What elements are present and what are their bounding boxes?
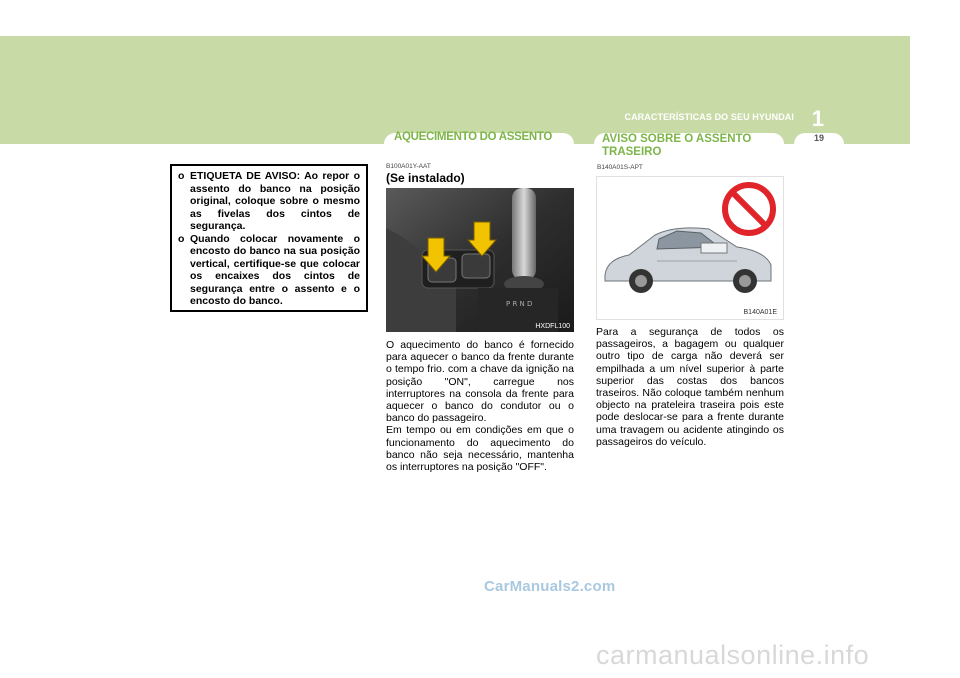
chapter-title: CARACTERÍSTICAS DO SEU HYUNDAI bbox=[624, 112, 794, 122]
rear-seat-paragraph: Para a segurança de todos os passageiros, a bagagem ou qualquer outro tipo de carga não deverá ser empilhada a um nível superior à parte superior das costas dos bancos traseiros. Não coloque também nenhum objecto na prateleira traseira pois este pode deslocar-se para a frente durante uma travagem ou acidente atingindo os passageiros do veículo. bbox=[596, 326, 784, 448]
warning-bullet: o bbox=[178, 170, 185, 182]
car-no-stacking-illustration bbox=[597, 177, 783, 319]
warning-bullet: o bbox=[178, 232, 185, 245]
warning-box bbox=[170, 164, 368, 312]
warning-item bbox=[178, 233, 360, 308]
tab-seat-heater-label: AQUECIMENTO DO ASSENTO bbox=[394, 131, 553, 143]
rear-seat-illustration bbox=[596, 176, 784, 320]
seat-heater-paragraph bbox=[386, 339, 574, 473]
rear-seat-code: B140A01S-APT bbox=[597, 164, 643, 171]
warning-text: ETIQUETA DE AVISO: Ao repor o assento do banco na posição original, coloque sobre o mesmo as fivelas dos cintos de segurança. bbox=[190, 170, 360, 232]
seat-heater-photo bbox=[386, 188, 574, 332]
svg-text:P R N D: P R N D bbox=[506, 300, 533, 308]
header-band bbox=[0, 36, 910, 144]
seat-heater-code: B100A01Y-AAT bbox=[386, 163, 431, 170]
chapter-number: 1 bbox=[811, 106, 824, 131]
seat-heater-subheading: (Se instalado) bbox=[386, 171, 465, 185]
seat-heater-paragraph-1: O aquecimento do banco é fornecido para aquecer o banco da frente durante o tempo frio. com a chave da ignição na posição "ON", carregue nos interruptores na consola da frente para aquecer o banco do condutor ou o banco do passageiro. bbox=[386, 339, 574, 425]
seat-heater-photo-label: HXDFL100 bbox=[535, 323, 570, 330]
page-number: 19 bbox=[794, 133, 844, 144]
console-switches-illustration bbox=[386, 188, 574, 332]
warning-item bbox=[178, 170, 360, 233]
rear-seat-image-label: B140A01E bbox=[743, 309, 777, 316]
tab-rear-seat-warning-label: AVISO SOBRE O ASSENTO TRASEIRO bbox=[602, 133, 752, 158]
watermark-carmanualsonline: carmanualsonline.info bbox=[596, 640, 870, 670]
seat-heater-paragraph-2: Em tempo ou em condições em que o funcionamento do aquecimento do banco não seja necessário, mantenha os interruptores na posição "OFF". bbox=[386, 424, 574, 474]
tab-seat-heater bbox=[384, 133, 574, 144]
watermark-carmanuals2: CarManuals2.com bbox=[484, 578, 616, 595]
warning-text: Quando colocar novamente o encosto do banco na sua posição vertical, certifique-se que colocar os encaixes dos cintos de segurança entre o assento e o encosto do banco. bbox=[190, 232, 360, 307]
